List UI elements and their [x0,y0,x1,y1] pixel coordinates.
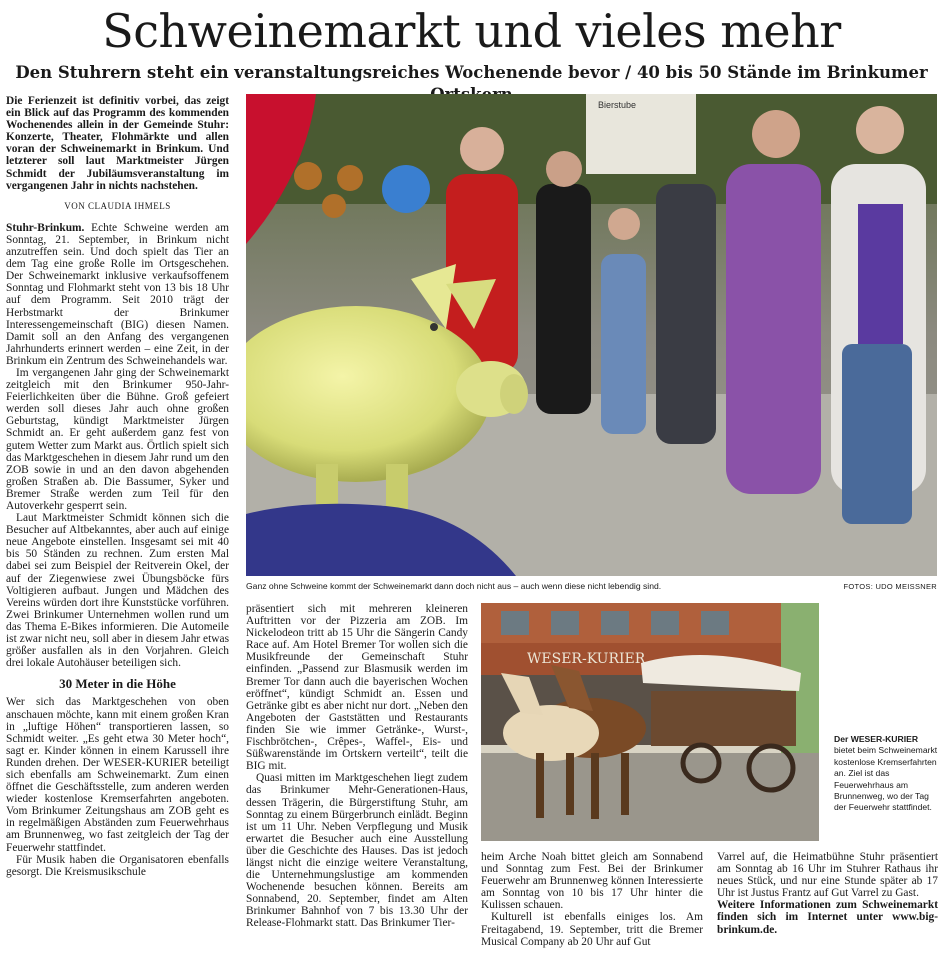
sign-text: Bierstube [598,100,637,110]
body-paragraph: Im vergangenen Jahr ging der Schweinemarkt zeitgleich mit den Brinkumer 950-Jahr-Feierlichkeiten über die Bühne. Groß gefeiert werden soll dieses Jahr auch ohne großen Geburtstag, kündigt Marktmeister Jürgen Schmidt an. Er geht außerdem ganz fest von gutem Wetter zum Markt aus. Örtlich spielt sich das Marktgeschehen in diesem Jahr rund um den ZOB sowie in und an den davon abgehenden großen Straßen ab. Die Bassumer, Syker und Bremer Straße werden zum Teil für den Autoverkehr gesperrt sein. [6,366,229,512]
body-paragraph: heim Arche Noah bittet gleich am Sonnabend und Sonntag zum Fest. Bei der Brinkumer Feuerwehr am Brunnenweg können Interessierte am Sonntag von 10 bis 17 Uhr hinter die Kulissen schauen. [481,851,703,912]
building-sign: WESER-KURIER [527,651,646,667]
carriage-photo-caption: Der WESER-KURIER bietet beim Schweinemarkt kostenlose Kremserfahrten an. Ziel ist das Feuerwehrhaus am Brunnenweg, wo der Tag der Feuerwehr stattfindet. [834,734,938,813]
body-paragraph: Kulturell ist ebenfalls einiges los. Am Freitagabend, 19. September, tritt die Bremer Musical Company ab 20 Uhr auf Gut [481,911,703,948]
horse-carriage-photo [481,603,819,841]
photo-credit: FOTOS: UDO MEISSNER [843,582,937,591]
body-paragraph: präsentiert sich mit mehreren kleineren Auftritten vor der Pizzeria am ZOB. Im Nickelodeon tritt ab 15 Uhr die Sängerin Candy Race auf. Am Hotel Bremer Tor wollen sich die Musikfreunde der Gemeinschaft Stuhr einfinden. „Passend zur Blasmusik werden im Bremer Tor dann auch die bayerischen Wochen eröffnet“, kündigt Schmidt an. Essen und Getränke gibt es aber nicht nur dort. „Neben den Angeboten der Gaststätten und Restaurants finden Sie wie immer Getränke-, Wurst-, Fischbrötchen-, Crêpes-, Waffel-, Eis- und Süßwarenstände im Ortskern verteilt“, teilt die BIG mit. [246,603,468,773]
main-photo [246,94,937,576]
dateline: Stuhr-Brinkum. [6,221,85,234]
main-photo-caption: Ganz ohne Schweine kommt der Schweinemarkt dann doch nicht aus – auch wenn diese nicht lebendig sind. [246,581,662,591]
carriage-photo [481,603,819,841]
body-paragraph: Varrel auf, die Heimatbühne Stuhr präsentiert am Sonntag ab 16 Uhr im Stuhrer Rathaus ihr neues Stück, und nur eine Stunde später ab 17 Uhr ist Justus Frantz auf Gut Varrel zu Gast. [717,851,938,900]
article-column-1 [6,95,229,878]
section-subtitle: 30 Meter in die Höhe [59,676,176,692]
byline: VON CLAUDIA IHMELS [64,200,171,211]
body-paragraph: Stuhr-Brinkum. Echte Schweine werden am Sonntag, 21. September, in Brinkum nicht anzutreffen sein. Und doch spielt das Tier an dem Tag eine große Rolle im Ortsgeschehen. Der Schweinemarkt inklusive verkaufsoffenem Sonntag und Flohmarkt steht von 13 bis 18 Uhr auf dem Programm. Seit 2010 trägt der Herbstmarkt der Brinkumer Interessengemeinschaft (BIG) diesen Namen. Damit soll an den Anfang des vergangenen Jahrhunderts erinnert werden – eine Zeit, in der Brinkum ein Zentrum des Schweinehandels war. [6,221,229,367]
body-paragraph: Für Musik haben die Organisatoren ebenfalls gesorgt. Die Kreismusikschule [6,853,229,878]
subheadline: Den Stuhrern steht ein veranstaltungsreiches Wochenende bevor / 40 bis 50 Stände im Brinkumer [15,63,928,82]
body-paragraph: Laut Marktmeister Schmidt können sich die Besucher auf Altbekanntes, aber auch auf einige neue Angebote einstellen. Insgesamt sei mit 40 bis 50 Ständen zu rechnen. Zum ersten Mal dabei sei zum Beispiel der Reitverein Okel, der auf der Ziegenwiese zwei Übungsböcke fürs Voltigieren aufbaut. Jungen und Mädchen des Vereins würden dort ihre Kunststücke vorführen. Zwei Brinkumer Unternehmen wollen rund um das Thema E-Bikes informieren. Die Automeile ist zwar nicht neu, soll aber in diesem Jahr etwas größer ausfallen als in den Vorjahren. Gleich drei lokale Autohäuser beteiligen sich. [6,512,229,670]
pig-statue-photo [246,94,937,576]
headline: Schweinemarkt und vieles mehr [102,4,841,58]
body-paragraph: Quasi mitten im Marktgeschehen liegt zudem das Brinkumer Mehr-Generationen-Haus, dessen Trägerin, die Bürgerstiftung Stuhr, am Sonntag zu einem Bürgerbrunch einlädt. Beginn ist um 11 Uhr. Neben Verpflegung und Musik erwartet die Besucher auch eine Ausstellung über die Geschichte des Hauses. Das ist jedoch längst nicht die einzige weitere Veranstaltung, die Unternehmungslustige am kommenden Wochenende besuchen können. Bereits am Sonnabend, 20. September, findet am Alten Brinkumer Bahnhof von 7 bis 13.30 Uhr der Release-Flohmarkt statt. Das Brinkumer Tier- [246,772,468,930]
article-column-4 [717,851,938,936]
article-column-2 [246,603,468,930]
info-note: Weitere Informationen zum Schweinemarkt finden sich im Internet unter www.big-brinkum.de. [717,899,938,936]
article-column-3 [481,851,703,948]
lead-paragraph: Die Ferienzeit ist definitiv vorbei, das zeigt ein Blick auf das Programm des kommenden Wochenendes allein in der Gemeinde Stuhr: Konzerte, Theater, Flohmärkte und allen voran der Schweinemarkt in Brinkum. Und letzterer soll laut Marktmeister Jürgen Schmidt der Jubiläumsveranstaltung im vergangenen Jahr in nichts nachstehen. [6,95,229,192]
body-paragraph: Wer sich das Marktgeschehen von oben anschauen möchte, kann mit einem großen Kran in „luftige Höhen“ transportieren lassen, so Schmidt weiter. „Es geht etwa 30 Meter hoch“, sagt er. Kinder können in einem Karussell ihre Runden drehen. Der WESER-KURIER beteiligt sich ebenfalls am Schweinemarkt. Zum einen öffnet die Geschäftsstelle, zum anderen werden wieder kostenlose Kremserfahrten angeboten. Vom Brinkumer Zeitungshaus am ZOB geht es in regelmäßigen Abständen zum Feuerwehrhaus am Brunnenweg, wo fast zeitgleich der Tag der Feuerwehr stattfindet. [6,696,229,854]
